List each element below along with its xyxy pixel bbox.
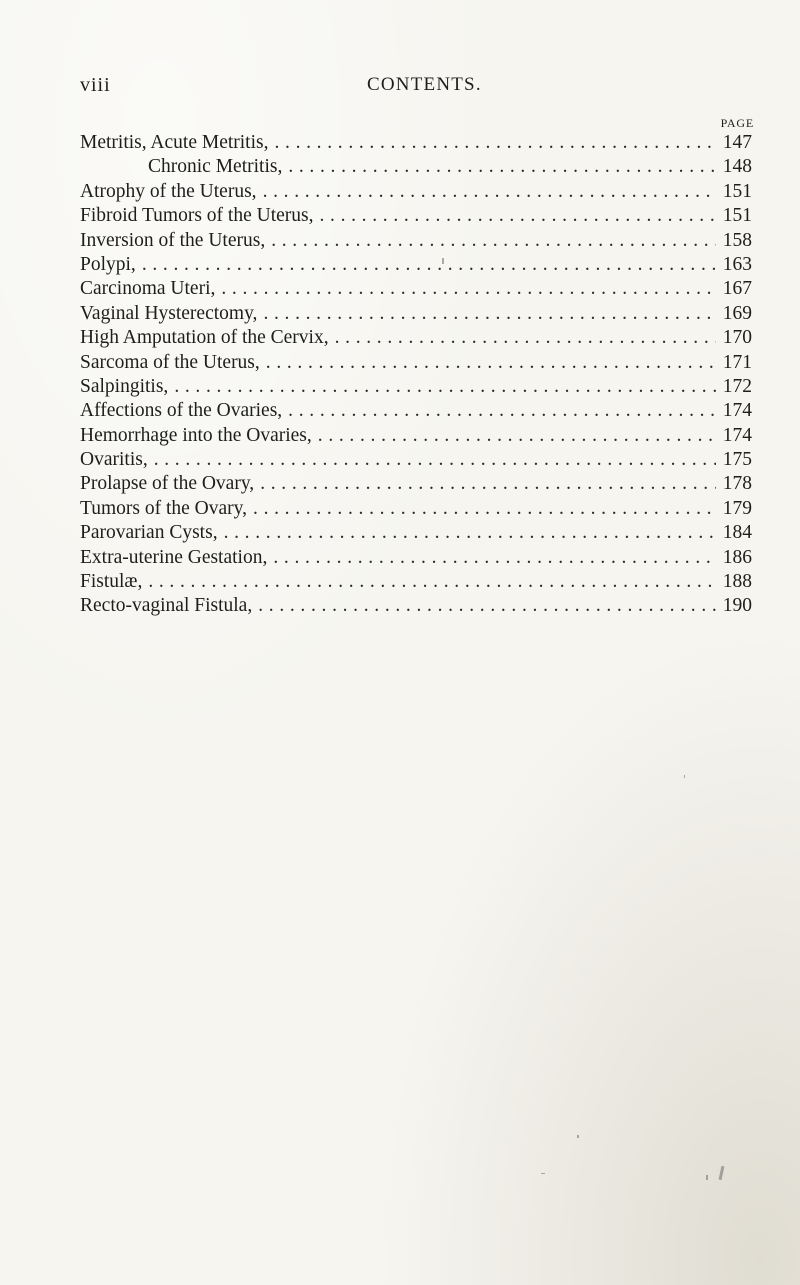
page-column-heading: PAGE bbox=[720, 116, 754, 130]
paper-speck bbox=[541, 1173, 545, 1174]
paper-speck bbox=[706, 1175, 708, 1180]
paper-speck bbox=[442, 258, 444, 264]
dot-leader bbox=[288, 399, 716, 423]
paper-speck bbox=[684, 775, 685, 778]
toc-entry bbox=[80, 302, 752, 326]
dot-leader bbox=[288, 155, 716, 179]
dot-leader bbox=[263, 302, 716, 326]
toc-entry-title: Recto-vaginal Fistula, bbox=[80, 595, 253, 617]
toc-entry-page: 163 bbox=[722, 253, 752, 275]
toc-entry-title: Metritis, Acute Metritis, bbox=[80, 132, 269, 153]
toc-entry bbox=[80, 375, 752, 399]
toc-entry bbox=[80, 497, 752, 521]
toc-entry-page: 190 bbox=[722, 595, 752, 617]
toc-entry bbox=[80, 155, 752, 179]
toc-entry bbox=[80, 424, 752, 448]
toc-entry bbox=[80, 253, 752, 277]
dot-leader bbox=[263, 180, 716, 204]
toc-entry-title: Salpingitis, bbox=[80, 375, 169, 397]
toc-entry bbox=[80, 131, 752, 155]
toc-entry bbox=[80, 204, 752, 228]
toc-entry-page: 169 bbox=[722, 302, 752, 324]
toc-entry bbox=[80, 594, 752, 618]
dot-leader bbox=[318, 424, 716, 448]
toc-entry bbox=[80, 180, 752, 204]
dot-leader bbox=[260, 472, 716, 496]
dot-leader bbox=[148, 570, 716, 594]
dot-leader bbox=[142, 253, 716, 277]
toc-entry bbox=[80, 399, 752, 423]
toc-entry bbox=[80, 351, 752, 375]
toc-entry-title: Carcinoma Uteri, bbox=[80, 278, 216, 300]
paper-speck bbox=[719, 1166, 725, 1180]
toc-entry-title: Fibroid Tumors of the Uterus, bbox=[80, 205, 314, 227]
toc-entry-page: 151 bbox=[722, 205, 752, 227]
toc-entry-title: Parovarian Cysts, bbox=[80, 522, 218, 544]
toc-entry-page: 178 bbox=[722, 473, 752, 495]
toc-entry-title: Hemorrhage into the Ovaries, bbox=[80, 424, 312, 446]
toc-entry-page: 172 bbox=[722, 375, 752, 397]
toc-entry-title: Sarcoma of the Uterus, bbox=[80, 351, 260, 373]
toc-entry-title: Fistulæ, bbox=[80, 571, 143, 593]
dot-leader bbox=[174, 375, 716, 399]
toc-entry bbox=[80, 277, 752, 301]
toc-entry bbox=[80, 570, 752, 594]
dot-leader bbox=[258, 594, 716, 618]
page-number: viii bbox=[80, 74, 111, 96]
toc-entry bbox=[80, 521, 752, 545]
toc-entry bbox=[80, 448, 752, 472]
dot-leader bbox=[273, 546, 716, 570]
toc-entry-page: 170 bbox=[722, 327, 752, 349]
page-header bbox=[80, 74, 752, 104]
toc-entry bbox=[80, 326, 752, 350]
toc-entry-title: Extra-uterine Gestation, bbox=[80, 546, 268, 568]
toc-entry-title: Polypi, bbox=[80, 253, 136, 275]
toc-entry bbox=[80, 546, 752, 570]
toc-entry-page: 174 bbox=[722, 424, 752, 446]
dot-leader bbox=[224, 521, 716, 545]
toc-entry-title: High Amputation of the Cervix, bbox=[80, 327, 329, 349]
toc-entry-title: Inversion of the Uterus, bbox=[80, 229, 266, 251]
toc-entry-title: Prolapse of the Ovary, bbox=[80, 473, 255, 495]
dot-leader bbox=[319, 204, 716, 228]
dot-leader bbox=[253, 497, 716, 521]
toc-entry-title: Vaginal Hysterectomy, bbox=[80, 302, 258, 324]
toc-entry-title: Atrophy of the Uterus, bbox=[80, 180, 257, 202]
toc-entry-page: 148 bbox=[722, 156, 752, 178]
toc-entry-page: 174 bbox=[722, 400, 752, 422]
paper-speck bbox=[577, 1135, 579, 1138]
dot-leader bbox=[335, 326, 716, 350]
toc-entry-page: 147 bbox=[722, 132, 752, 153]
toc-entry-page: 171 bbox=[722, 351, 752, 373]
toc-entry-title: Ovaritis, bbox=[80, 449, 148, 471]
dot-leader bbox=[271, 229, 716, 253]
toc-entry-page: 184 bbox=[722, 522, 752, 544]
toc-entry-title: Tumors of the Ovary, bbox=[80, 497, 248, 519]
toc-entry bbox=[80, 229, 752, 253]
running-title: CONTENTS. bbox=[367, 74, 482, 95]
toc-entry-page: 175 bbox=[722, 449, 752, 471]
toc-entry-page: 158 bbox=[722, 229, 752, 251]
table-of-contents bbox=[80, 131, 752, 619]
dot-leader bbox=[154, 448, 716, 472]
toc-entry bbox=[80, 472, 752, 496]
toc-entry-page: 167 bbox=[722, 278, 752, 300]
dot-leader bbox=[274, 131, 716, 155]
dot-leader bbox=[266, 351, 716, 375]
dot-leader bbox=[221, 277, 716, 301]
toc-entry-page: 186 bbox=[722, 546, 752, 568]
toc-entry-page: 151 bbox=[722, 180, 752, 202]
toc-entry-title: Affections of the Ovaries, bbox=[80, 400, 283, 422]
toc-entry-title: Chronic Metritis, bbox=[148, 156, 283, 178]
toc-entry-page: 179 bbox=[722, 497, 752, 519]
toc-entry-page: 188 bbox=[722, 571, 752, 593]
